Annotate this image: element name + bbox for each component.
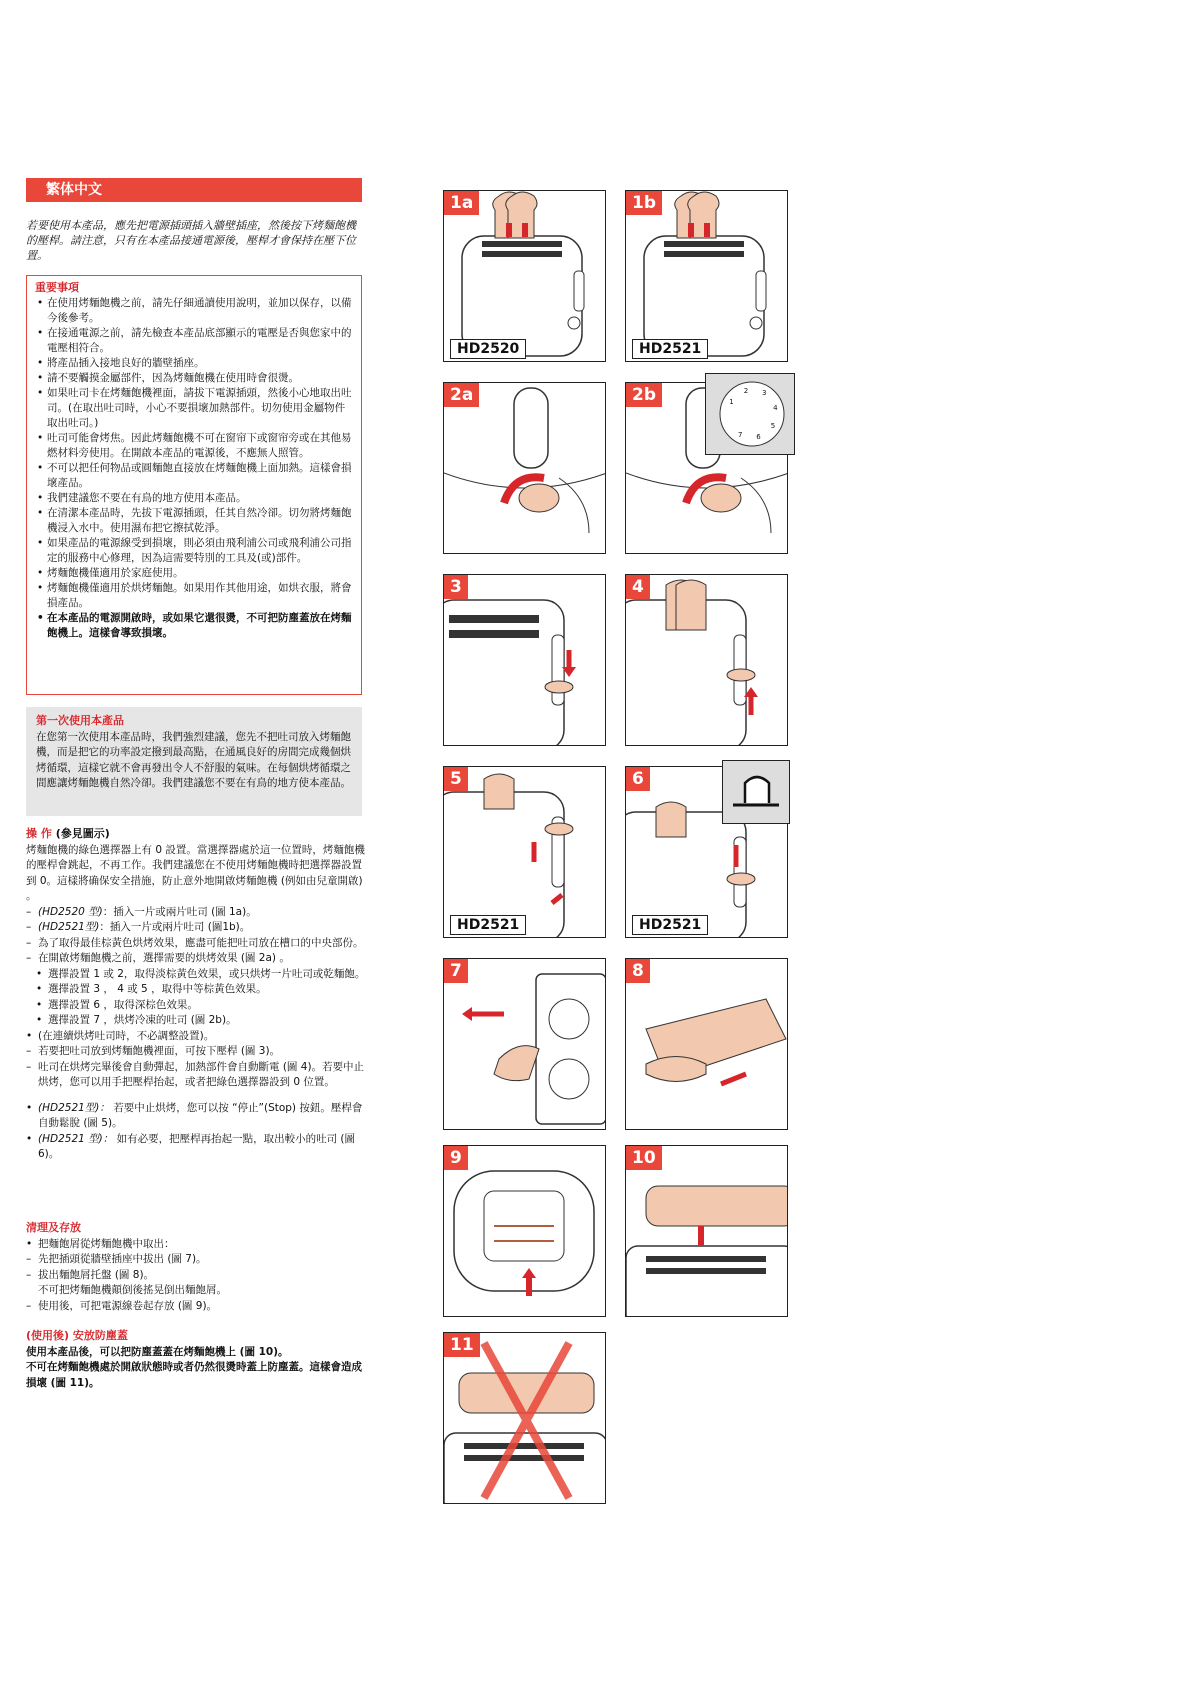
op-subline: • 選擇設置 6 ，取得深棕色效果。: [36, 998, 198, 1011]
figure-10: [625, 1145, 788, 1317]
dust-cover-illustration: [626, 1146, 788, 1317]
clean-line: – 使用後，可把電源線卷起存放 (圖 9)。: [26, 1299, 218, 1312]
stop-button-illustration: [444, 767, 606, 938]
important-item: • 吐司可能會烤焦。因此烤麵飽機不可在窗帘下或窗帘旁或在其他易燃材料旁使用。在開啟本產品的電源後，不應無人照管。: [35, 431, 353, 461]
figure-number: 4: [626, 575, 650, 599]
important-item-bold: • 在本產品的電源開啟時，或如果它還很燙，不可把防塵蓋放在烤麵飽機上。這樣會導致損壞。: [35, 611, 353, 641]
dial-mark: 1: [729, 398, 734, 406]
figure-number: 10: [626, 1146, 662, 1170]
figure-number: 5: [444, 767, 468, 791]
figure-number: 3: [444, 575, 468, 599]
toaster-insert-illustration: [444, 191, 606, 362]
model-label: HD2521: [450, 915, 526, 935]
figure-number: 11: [444, 1333, 480, 1357]
model-label: HD2520: [450, 339, 526, 359]
figure-number: 2a: [444, 383, 479, 407]
figure-1b: [625, 190, 788, 362]
important-box: [26, 275, 362, 695]
op-subline: • 選擇設置 3 ， 4 或 5 ，取得中等棕黃色效果。: [36, 983, 267, 995]
important-item: • 不可以把任何物品或圓麵飽直接放在烤麵飽機上面加熱。這樣會損壞產品。: [35, 461, 353, 491]
clean-line: – 先把插頭從牆壁插座中拔出 (圖 7)。: [26, 1253, 207, 1265]
dial-turn-illustration: [444, 383, 606, 554]
dial-marks: [706, 374, 794, 454]
dial-inset: [705, 373, 795, 455]
toaster-insert-illustration: [626, 191, 788, 362]
cover-line: 不可在烤麵飽機處於開啟狀態時或者仍然很燙時蓋上防塵蓋。這樣會造成損壞 (圖 11)。: [26, 1361, 362, 1389]
figure-5: [443, 766, 606, 938]
figure-8: [625, 958, 788, 1130]
important-item: • 如果產品的電源線受到損壞，則必須由飛利浦公司或飛利浦公司指定的服務中心修理，因為這需要特別的工具及(或)部件。: [35, 536, 353, 566]
op-line: – 為了取得最佳棕黃色烘烤效果，應盡可能把吐司放在槽口的中央部份。: [26, 936, 364, 949]
important-item: • 我們建議您不要在有鳥的地方使用本產品。: [35, 491, 353, 506]
op-line: • (HD2521型)： 若要中止烘烤，您可以按 “停止”(Stop) 按鈕。壓桿會自動鬆脫 (圖 5)。: [26, 1101, 363, 1129]
op-line: – 在開啟烤麵飽機之前，選擇需要的烘烤效果 (圖 2a) 。: [26, 952, 290, 964]
cover-line: 使用本產品後，可以把防塵蓋蓋在烤麵飽機上 (圖 10)。: [26, 1345, 289, 1358]
figure-11: [443, 1332, 606, 1504]
important-title: 重要事項: [35, 281, 79, 294]
dial-mark: 5: [770, 422, 776, 430]
clean-line: • 把麵飽屑從烤麵飽機中取出：: [26, 1237, 175, 1250]
do-not-cover-illustration: [444, 1333, 606, 1504]
operation-title-note: (參見圖示): [55, 827, 110, 840]
op-subline: • 選擇設置 1 或 2，取得淡棕黃色效果，或只烘烤一片吐司或乾麵飽。: [36, 967, 366, 980]
dial-mark: 4: [773, 403, 778, 412]
figure-number: 7: [444, 959, 468, 983]
important-list: [35, 296, 353, 641]
small-toast-inset: [722, 760, 790, 824]
op-line: • (HD2521 型)： 如有必要，把壓桿再抬起一點，取出較小的吐司 (圖 6)。: [26, 1132, 356, 1160]
figure-number: 2b: [626, 383, 662, 407]
figure-1a: [443, 190, 606, 362]
op-line: • (在連續烘烤吐司時，不必調整設置)。: [26, 1029, 215, 1042]
figure-number: 1b: [626, 191, 662, 215]
model-label: HD2521: [632, 915, 708, 935]
important-item: • 將產品插入接地良好的牆壁插座。: [35, 356, 353, 371]
figure-3: [443, 574, 606, 746]
first-use-text: 在您第一次使用本產品時，我們強烈建議，您先不把吐司放入烤麵飽機，而是把它的功率設定撥到最高點，在通風良好的房間完成幾個烘烤循環，這樣它就不會再發出令人不舒服的氣味。在每個烘烤循環之間應讓烤麵飽機自然冷卻。我們建議您不要在有鳥的地方使本產品。: [36, 730, 351, 789]
important-item: • 請不要觸摸金屬部件，因為烤麵飽機在使用時會很燙。: [35, 371, 353, 386]
important-item: • 在接通電源之前，請先檢查本產品底部顯示的電壓是否與您家中的電壓相符合。: [35, 326, 353, 356]
op-subline: • 選擇設置 7 ，烘烤冷凍的吐司 (圖 2b)。: [36, 1014, 237, 1026]
intro-text: 若要使用本產品，應先把電源插頭插入牆壁插座，然後按下烤麵飽機的壓桿。請注意，只有在本產品接通電源後，壓桿才會保持在壓下位置。: [26, 219, 356, 262]
important-item: • 在清潔本產品時，先拔下電源插頭，任其自然冷卻。切勿將烤麵飽機浸入水中。使用濕布把它擦拭乾淨。: [35, 506, 353, 536]
first-use-box: [26, 707, 362, 816]
dial-mark: 3: [762, 389, 767, 398]
unplug-illustration: [444, 959, 606, 1130]
op-line: – (HD2521型)：插入一片或兩片吐司 (圖1b)。: [26, 921, 251, 933]
dial-mark: 2: [743, 386, 749, 395]
figure-number: 6: [626, 767, 650, 791]
bread-slot-icon: [723, 761, 789, 823]
dial-mark: 6: [756, 433, 761, 442]
figure-7: [443, 958, 606, 1130]
operation-section: [26, 826, 366, 1163]
important-item: • 烤麵飽機僅適用於烘烤麵飽。如果用作其他用途，如烘衣服，將會損產品。: [35, 581, 353, 611]
figure-2a: [443, 382, 606, 554]
operation-title: 操 作: [26, 827, 52, 840]
language-header: 繁体中文: [26, 178, 362, 202]
important-item: • 在使用烤麵飽機之前，請先仔細通讀使用說明，並加以保存，以備今後參考。: [35, 296, 353, 326]
figure-4: [625, 574, 788, 746]
cleaning-section: [26, 1220, 366, 1314]
operation-text: 烤麵飽機的綠色選擇器上有 0 設置。當選擇器處於這一位置時，烤麵飽機的壓桿會跳起，不再工作。我們建議您在不使用烤麵飽機時把選擇器設置到 0。這樣將确保安全措施，防止意外地開啟烤麵飽機 (例如由兒童開啟) 。: [26, 843, 365, 902]
crumb-tray-illustration: [626, 959, 788, 1130]
toast-popup-illustration: [626, 575, 788, 746]
first-use-title: 第一次使用本產品: [36, 714, 124, 727]
dial-mark: 7: [738, 430, 743, 439]
op-line: – (HD2520 型)：插入一片或兩片吐司 (圖 1a)。: [26, 905, 257, 918]
important-item: • 如果吐司卡在烤麵飽機裡面，請拔下電源插頭，然後小心地取出吐司。(在取出吐司時，小心不要損壞加熱部件。切勿使用金屬物件取出吐司。): [35, 386, 353, 431]
clean-line: 不可把烤麵飽機顛倒後搖晃倒出麵飽屑。: [38, 1284, 227, 1296]
op-line: – 若要把吐司放到烤麵飽機裡面，可按下壓桿 (圖 3)。: [26, 1045, 281, 1057]
cleaning-title: 清理及存放: [26, 1221, 81, 1234]
important-item: • 烤麵飽機僅適用於家庭使用。: [35, 566, 353, 581]
figure-9: [443, 1145, 606, 1317]
model-label: HD2521: [632, 339, 708, 359]
press-lever-illustration: [444, 575, 606, 746]
op-line: – 吐司在烘烤完畢後會自動彈起，加熱部件會自動斷電 (圖 4)。若要中止烘烤，您可以用手把壓桿抬起，或者把綠色選擇器設到 0 位置。: [26, 1060, 365, 1088]
figure-number: 8: [626, 959, 650, 983]
cover-title: (使用後) 安放防塵蓋: [26, 1329, 128, 1342]
cover-section: [26, 1328, 366, 1391]
cord-storage-illustration: [444, 1146, 606, 1317]
figure-number: 1a: [444, 191, 479, 215]
clean-line: – 拔出麵飽屑托盤 (圖 8)。: [26, 1268, 155, 1281]
figure-number: 9: [444, 1146, 468, 1170]
